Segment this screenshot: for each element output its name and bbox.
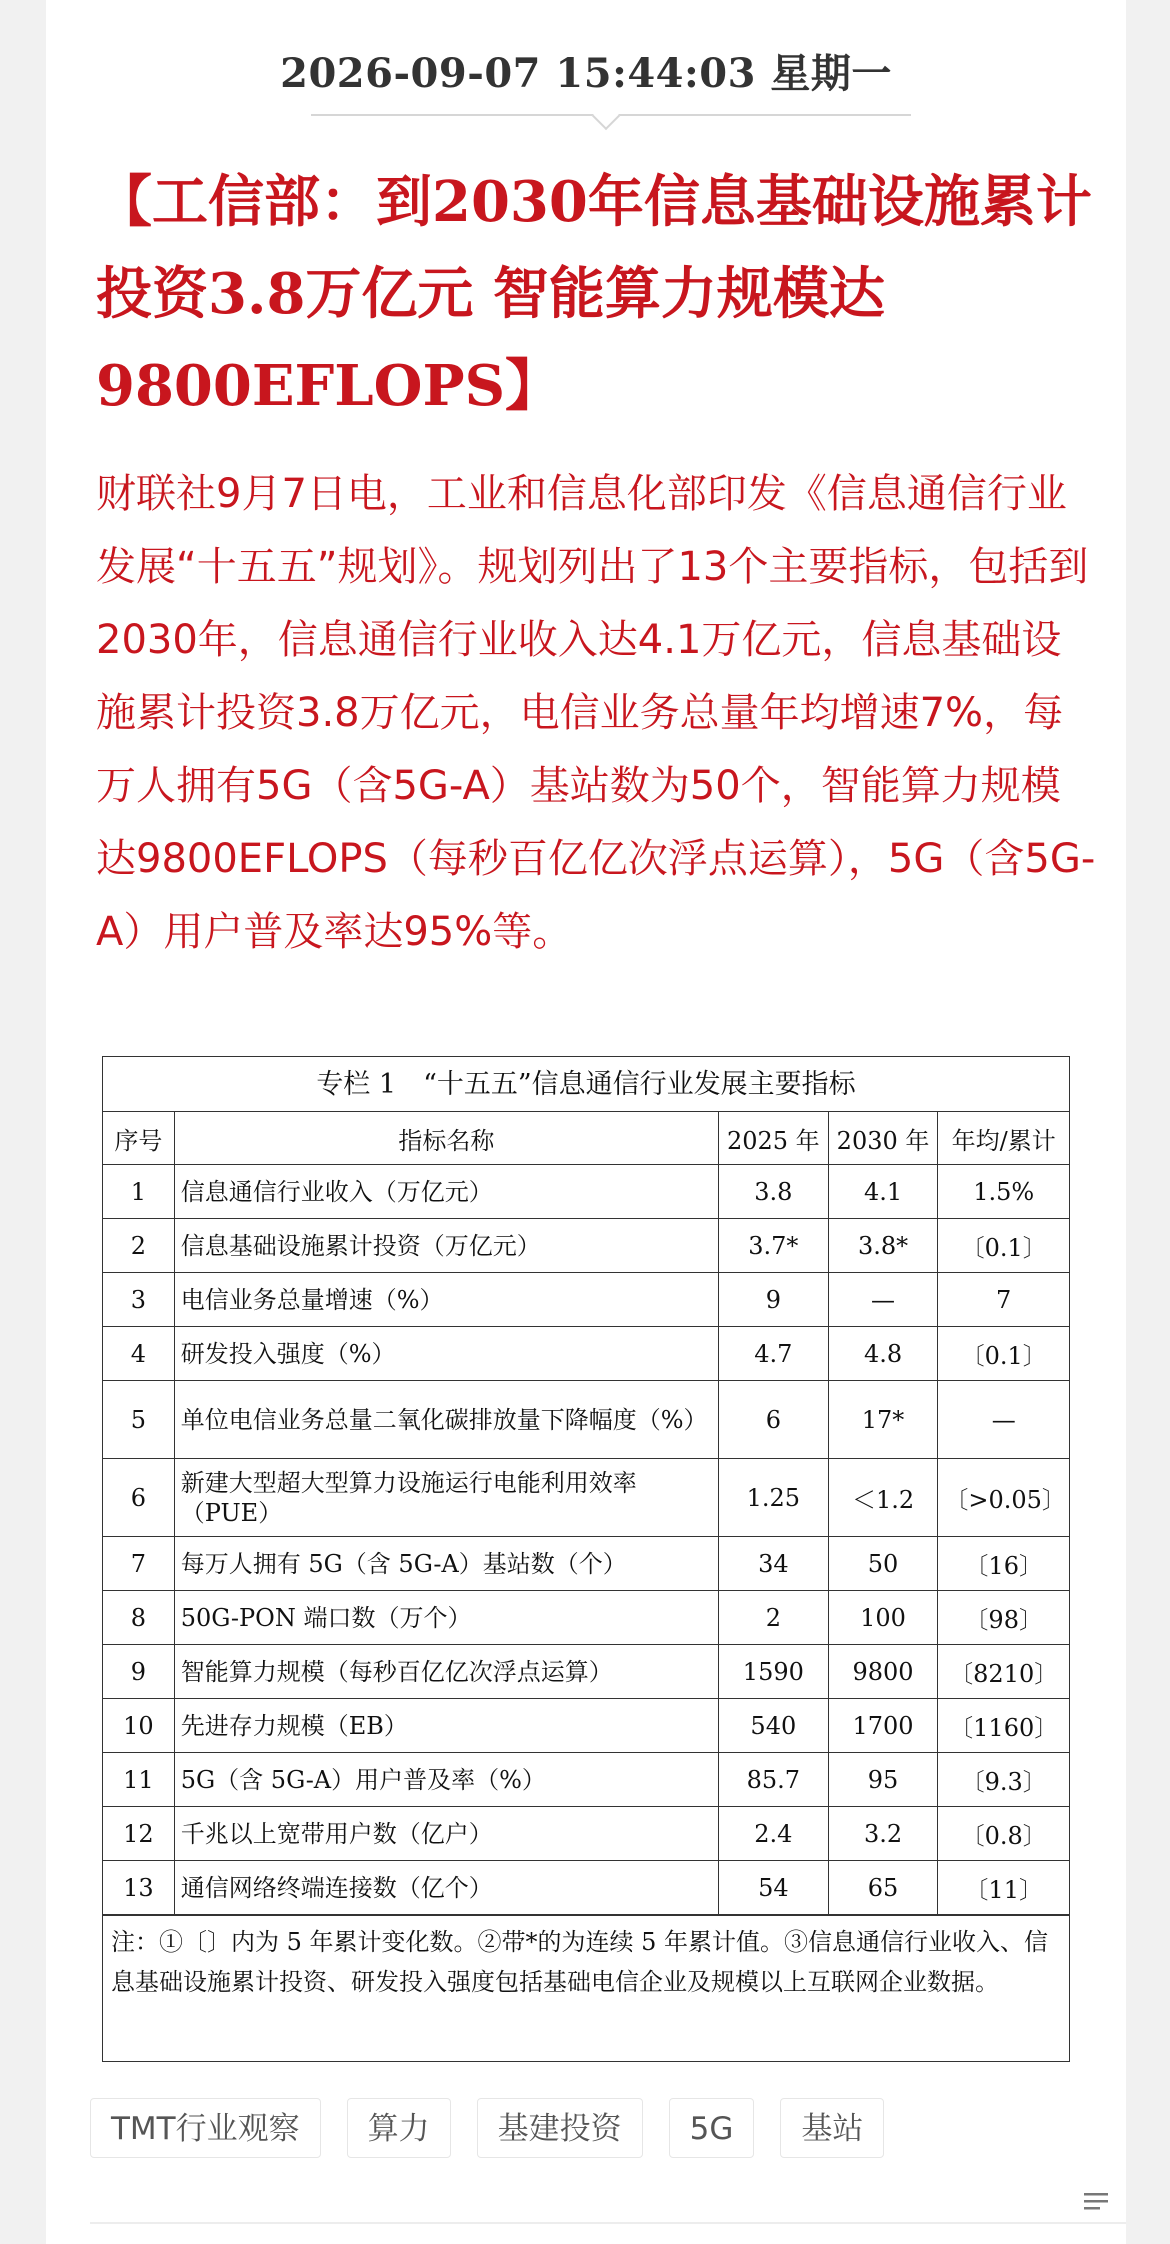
cell-indicator: 50G-PON 端口数（万个） — [174, 1591, 718, 1645]
cell-change: 〔98〕 — [938, 1591, 1069, 1645]
article-headline: 【工信部：到2030年信息基础设施累计投资3.8万亿元 智能算力规模达9800EFLOPS】 — [96, 169, 1092, 419]
cell-seq: 3 — [103, 1273, 174, 1327]
tag-base-station[interactable]: 基站 — [780, 2098, 884, 2158]
cell-indicator: 单位电信业务总量二氧化碳排放量下降幅度（%） — [174, 1381, 718, 1459]
cell-2030: 50 — [828, 1537, 938, 1591]
cell-seq: 11 — [103, 1753, 174, 1807]
cell-change: 〔9.3〕 — [938, 1753, 1069, 1807]
table-row — [103, 1645, 1069, 1699]
cell-2025: 4.7 — [718, 1327, 828, 1381]
date-divider-caret — [592, 102, 620, 130]
cell-indicator: 千兆以上宽带用户数（亿户） — [174, 1807, 718, 1861]
table-row — [103, 1591, 1069, 1645]
cell-2030: 1700 — [828, 1699, 938, 1753]
cell-seq: 6 — [103, 1459, 174, 1537]
cell-seq: 10 — [103, 1699, 174, 1753]
cell-2025: 540 — [718, 1699, 828, 1753]
header-seq: 序号 — [103, 1112, 174, 1165]
cell-2030: 95 — [828, 1753, 938, 1807]
header-indicator: 指标名称 — [174, 1112, 718, 1165]
cell-change: 〔>0.05〕 — [938, 1459, 1069, 1537]
cell-2025: 1590 — [718, 1645, 828, 1699]
cell-2025: 6 — [718, 1381, 828, 1459]
cell-seq: 13 — [103, 1861, 174, 1915]
bottom-divider — [90, 2222, 1126, 2224]
more-icon[interactable] — [1082, 2186, 1112, 2216]
cell-indicator: 研发投入强度（%） — [174, 1327, 718, 1381]
cell-2025: 2.4 — [718, 1807, 828, 1861]
cell-seq: 5 — [103, 1381, 174, 1459]
cell-2030: 3.8* — [828, 1219, 938, 1273]
cell-2025: 1.25 — [718, 1459, 828, 1537]
cell-2030: 100 — [828, 1591, 938, 1645]
table-row — [103, 1327, 1069, 1381]
table-row — [103, 1753, 1069, 1807]
cell-2025: 54 — [718, 1861, 828, 1915]
cell-indicator: 电信业务总量增速（%） — [174, 1273, 718, 1327]
cell-indicator: 信息通信行业收入（万亿元） — [174, 1165, 718, 1219]
cell-2030: ＜1.2 — [828, 1459, 938, 1537]
cell-seq: 1 — [103, 1165, 174, 1219]
topic-tags — [90, 2098, 1100, 2160]
cell-indicator: 新建大型超大型算力设施运行电能利用效率（PUE） — [174, 1459, 718, 1537]
table-note: 注：①〔〕内为 5 年累计变化数。②带*的为连续 5 年累计值。③信息通信行业收入、信息基础设施累计投资、研发投入强度包括基础电信企业及规模以上互联网企业数据。 — [103, 1915, 1069, 2002]
cell-indicator: 每万人拥有 5G（含 5G-A）基站数（个） — [174, 1537, 718, 1591]
cell-seq: 4 — [103, 1327, 174, 1381]
cell-2025: 2 — [718, 1591, 828, 1645]
table-row — [103, 1381, 1069, 1459]
table-row — [103, 1273, 1069, 1327]
cell-indicator: 智能算力规模（每秒百亿亿次浮点运算） — [174, 1645, 718, 1699]
cell-seq: 12 — [103, 1807, 174, 1861]
cell-2025: 3.8 — [718, 1165, 828, 1219]
header-2030: 2030 年 — [828, 1112, 938, 1165]
cell-change: 〔11〕 — [938, 1861, 1069, 1915]
table-row — [103, 1165, 1069, 1219]
table-row — [103, 1861, 1069, 1915]
table-row — [103, 1219, 1069, 1273]
table-row — [103, 1459, 1069, 1537]
indicator-table — [103, 1112, 1069, 1915]
cell-indicator: 5G（含 5G-A）用户普及率（%） — [174, 1753, 718, 1807]
cell-2030: 3.2 — [828, 1807, 938, 1861]
cell-2030: — — [828, 1273, 938, 1327]
cell-seq: 9 — [103, 1645, 174, 1699]
table-row — [103, 1699, 1069, 1753]
cell-change: 〔0.1〕 — [938, 1327, 1069, 1381]
table-row — [103, 1807, 1069, 1861]
cell-indicator: 先进存力规模（EB） — [174, 1699, 718, 1753]
cell-2025: 3.7* — [718, 1219, 828, 1273]
cell-seq: 8 — [103, 1591, 174, 1645]
cell-change: 〔0.8〕 — [938, 1807, 1069, 1861]
cell-2030: 4.8 — [828, 1327, 938, 1381]
tag-5g[interactable]: 5G — [669, 2098, 755, 2158]
cell-change: 〔0.1〕 — [938, 1219, 1069, 1273]
cell-seq: 7 — [103, 1537, 174, 1591]
table-title: 专栏 1 “十五五”信息通信行业发展主要指标 — [103, 1057, 1069, 1112]
tag-tmt[interactable]: TMT行业观察 — [90, 2098, 321, 2158]
cell-indicator: 信息基础设施累计投资（万亿元） — [174, 1219, 718, 1273]
cell-2030: 9800 — [828, 1645, 938, 1699]
cell-indicator: 通信网络终端连接数（亿个） — [174, 1861, 718, 1915]
cell-2030: 65 — [828, 1861, 938, 1915]
header-change: 年均/累计 — [938, 1112, 1069, 1165]
article-card — [46, 0, 1126, 2244]
cell-2030: 4.1 — [828, 1165, 938, 1219]
tag-computing-power[interactable]: 算力 — [347, 2098, 451, 2158]
cell-2025: 34 — [718, 1537, 828, 1591]
cell-2030: 17* — [828, 1381, 938, 1459]
cell-seq: 2 — [103, 1219, 174, 1273]
post-datetime: 2026-09-07 15:44:03 星期一 — [280, 50, 892, 97]
indicator-table-image[interactable] — [102, 1056, 1070, 2062]
article-body: 财联社9月7日电，工业和信息化部印发《信息通信行业发展“十五五”规划》。规划列出了13个主要指标，包括到2030年，信息通信行业收入达4.1万亿元，信息基础设施累计投资3.8万亿元，电信业务总量年均增速7%，每万人拥有5G（含5G-A）基站数为50个，智能算力规模达9800EFLOPS（每秒百亿亿次浮点运算），5G（含5G-A）用户普及率达95%等。 — [96, 471, 1096, 955]
cell-change: 〔16〕 — [938, 1537, 1069, 1591]
cell-change: 〔8210〕 — [938, 1645, 1069, 1699]
table-row — [103, 1537, 1069, 1591]
cell-2025: 85.7 — [718, 1753, 828, 1807]
cell-change: 〔1160〕 — [938, 1699, 1069, 1753]
cell-change: — — [938, 1381, 1069, 1459]
cell-change: 1.5% — [938, 1165, 1069, 1219]
table-header-row — [103, 1112, 1069, 1165]
tag-infrastructure-investment[interactable]: 基建投资 — [477, 2098, 643, 2158]
cell-change: 7 — [938, 1273, 1069, 1327]
cell-2025: 9 — [718, 1273, 828, 1327]
header-2025: 2025 年 — [718, 1112, 828, 1165]
